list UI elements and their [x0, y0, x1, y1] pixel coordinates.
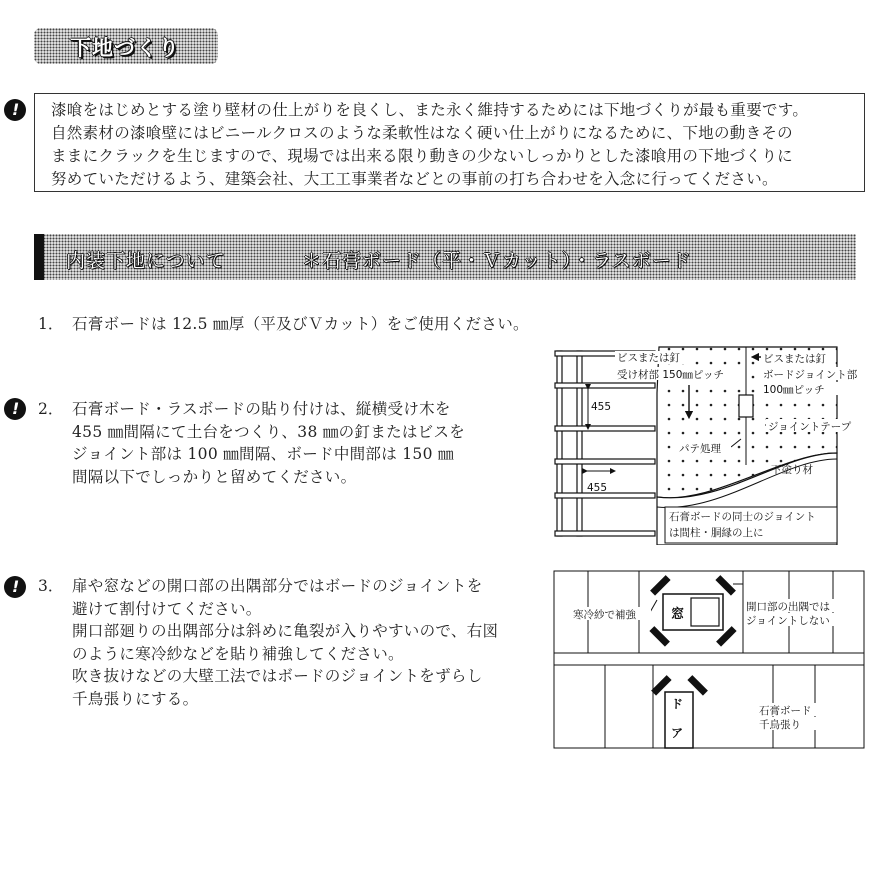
stagger-label: 石膏ボード — [759, 705, 812, 717]
note-line: 漆喰をはじめとする塗り壁材の仕上がりを良くし、また永く維持するためには下地づくりが最も重要です。 — [51, 101, 809, 119]
dimension-horizontal: 455 — [587, 482, 608, 494]
item-line: 455 ㎜間隔にて土台をつくり、38 ㎜の釘またはビスを — [72, 422, 466, 441]
note-line: 努めていただけるよう、建築会社、大工工事業者などとの事前の打ち合わせを入念に行ってください。 — [51, 170, 778, 188]
item-line: 開口部廻りの出隅部分は斜めに亀裂が入りやすいので、右図 — [72, 622, 499, 640]
page-title: 下地づくり — [70, 36, 180, 60]
joint-tape — [739, 395, 753, 417]
mesh-label: 寒冷紗で補強 — [573, 609, 636, 621]
bottom-note-line: は間柱・胴縁の上に — [669, 527, 764, 539]
door-label: ア — [671, 726, 684, 740]
item-number: 3． — [38, 577, 64, 595]
opening-reinforcement-diagram — [553, 570, 866, 752]
important-note — [34, 93, 865, 192]
bottom-note-line: 石膏ボードの同士のジョイント — [669, 511, 816, 523]
section-title: 内装下地について — [66, 250, 226, 272]
screw-pitch-label: 受け材部 150㎜ピッチ — [617, 369, 724, 381]
corner-label: ジョイントしない — [746, 615, 830, 627]
section-subtitle: ＊石膏ボード（平・Ｖカット）・ラスボード — [302, 250, 692, 272]
item-line: 扉や窓などの開口部の出隅部分ではボードのジョイントを — [72, 577, 483, 595]
note-line: ままにクラックを生じますので、現場では出来る限り動きの少ないしっかりとした漆喰用の下地づくりに — [51, 147, 793, 165]
item-number: 1． — [38, 315, 64, 333]
joint-pitch-label: 100㎜ピッチ — [763, 384, 825, 396]
dimension-vertical: 455 — [591, 401, 612, 413]
board-fixing-diagram — [553, 345, 868, 545]
item-line: のように寒冷紗などを貼り補強してください。 — [72, 644, 404, 663]
item-line: 避けて割付けてください。 — [72, 599, 262, 618]
door-label: ド — [671, 697, 684, 711]
putty-label: パテ処理 — [679, 443, 721, 455]
exclamation-icon: ! — [4, 576, 26, 598]
page-title-box — [34, 28, 218, 64]
stagger-label: 千鳥張り — [759, 719, 801, 731]
item-line: 石膏ボードは 12.5 ㎜厚（平及びＶカット）をご使用ください。 — [72, 315, 529, 333]
window-label: 窓 — [671, 607, 685, 622]
screw-label: ビスまたは釘 — [617, 352, 680, 364]
mesh-strips — [649, 575, 736, 696]
tape-label: ジョイントテープ — [768, 421, 852, 433]
joint-label: ボードジョイント部 — [763, 369, 858, 381]
item-line: 石膏ボード・ラスボードの貼り付けは、縦横受け木を — [72, 400, 451, 418]
note-line: 自然素材の漆喰壁にはビニールクロスのような柔軟性はなく硬い仕上がりになるために、下地の動きその — [51, 124, 793, 142]
joint-screw-label: ビスまたは釘 — [763, 353, 826, 365]
item-number: 2． — [38, 400, 64, 418]
item-line: 吹き抜けなどの大壁工法ではボードのジョイントをずらし — [72, 667, 483, 685]
item-line: ジョイント部は 100 ㎜間隔、ボード中間部は 150 ㎜ — [72, 445, 454, 463]
section-heading-bar — [34, 234, 44, 280]
base-coat-label: 下塗り材 — [771, 464, 813, 476]
corner-label: 開口部の出隅では — [746, 601, 830, 613]
item-line: 千鳥張りにする。 — [72, 689, 199, 708]
exclamation-icon: ! — [4, 99, 26, 121]
exclamation-icon: ! — [4, 398, 26, 420]
section-heading — [34, 234, 856, 280]
item-line: 間隔以下でしっかりと留めてください。 — [72, 467, 357, 486]
